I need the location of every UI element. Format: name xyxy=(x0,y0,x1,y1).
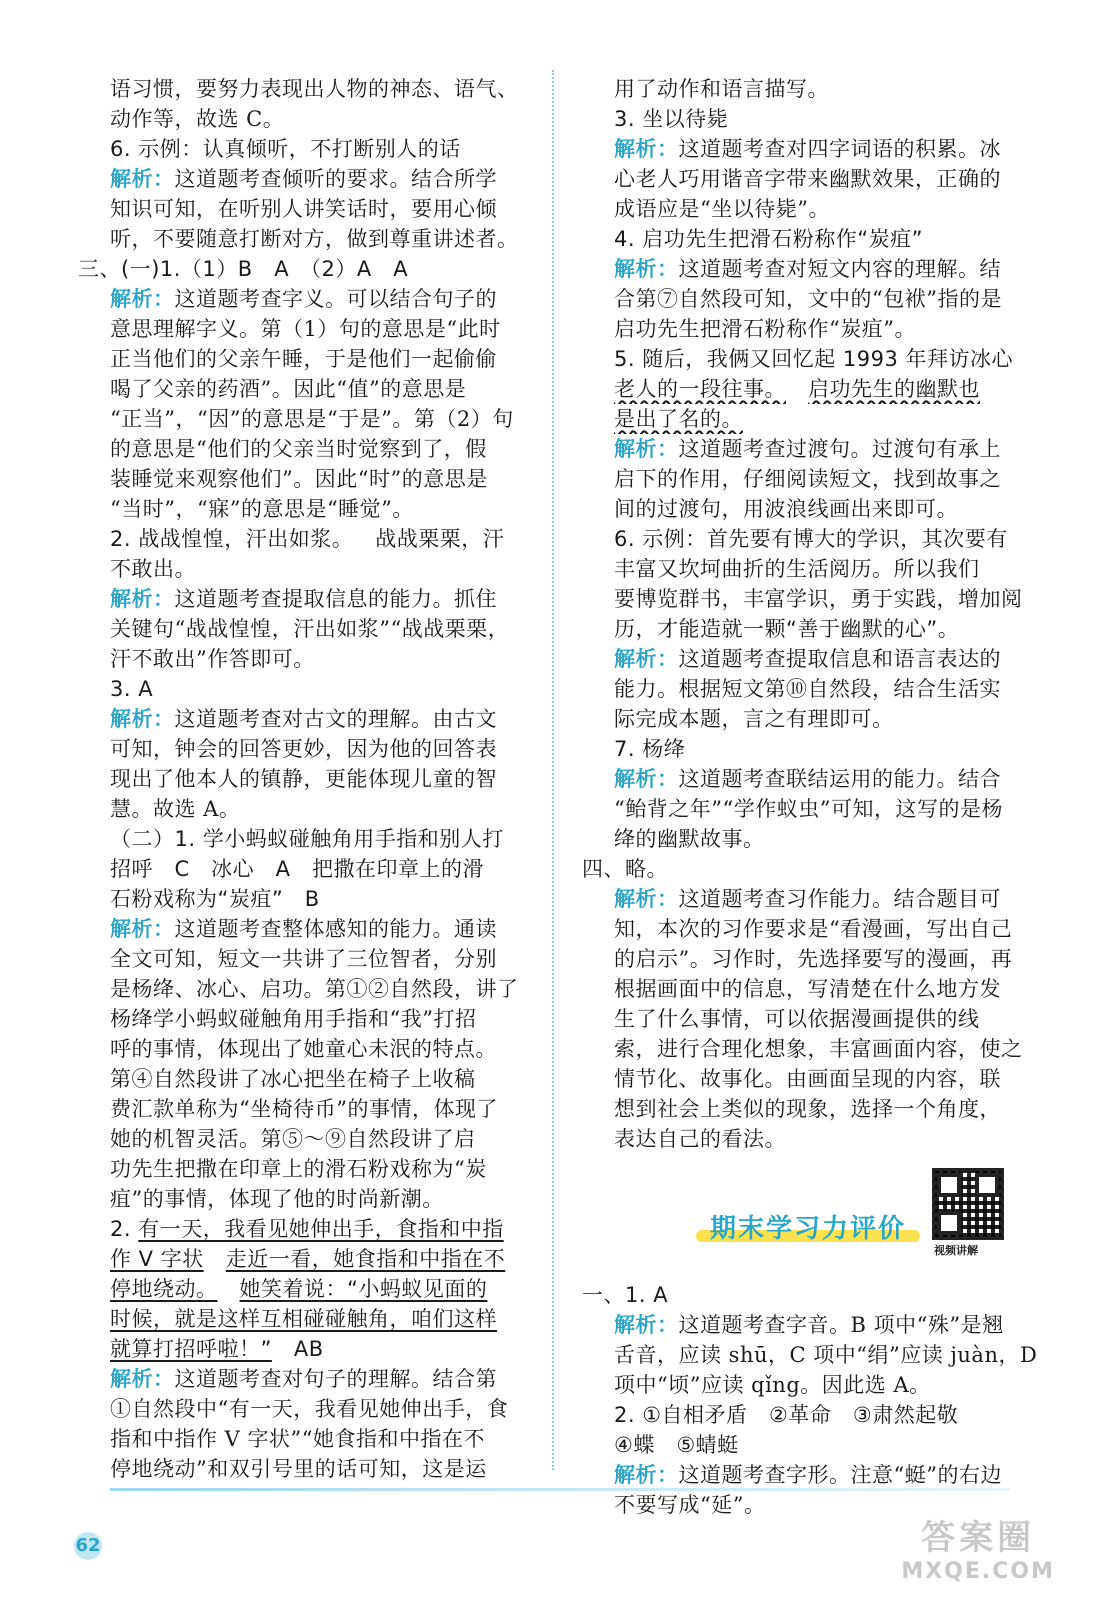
answer-line: 6. 示例：认真倾听，不打断别人的话 xyxy=(110,137,461,161)
answer-line: 6. 示例：首先要有博大的学识，其次要有 xyxy=(614,527,1008,551)
analysis-line: 解析：这道题考查提取信息和语言表达的 xyxy=(614,647,1001,671)
answer-line: 石粉戏称为“炭疽” B xyxy=(110,887,320,911)
underlined-answer: 停地绕动。 xyxy=(110,1277,218,1301)
underlined-answer: 作 V 字状 xyxy=(110,1247,204,1271)
text-line: “当时”，“寐”的意思是“睡觉”。 xyxy=(110,497,414,521)
underlined-answer: 走近一看，她食指和中指在不 xyxy=(225,1247,506,1271)
analysis-tag: 解析： xyxy=(614,137,679,161)
analysis-line: 解析：这道题考查习作能力。结合题目可 xyxy=(614,887,1001,911)
text-line: 正当他们的父亲午睡，于是他们一起偷偷 xyxy=(110,347,497,371)
text-line: 心老人巧用谐音字带来幽默效果，正确的 xyxy=(614,167,1001,191)
text-line: 想到社会上类似的现象，选择一个角度， xyxy=(614,1097,1001,1121)
text-line: 动作等，故选 C。 xyxy=(110,107,285,131)
text-line: 绛的幽默故事。 xyxy=(614,827,765,851)
underlined-answer: 她笑着说：“小蚂蚁见面的 xyxy=(239,1277,488,1301)
text-line: 间的过渡句，用波浪线画出来即可。 xyxy=(614,497,958,521)
text-line: “正当”，“因”的意思是“于是”。第（2）句 xyxy=(110,407,514,431)
text-line: 的意思是“他们的父亲当时觉察到了，假 xyxy=(110,437,487,461)
analysis-line: 解析：这道题考查倾听的要求。结合所学 xyxy=(110,167,497,191)
answer-line xyxy=(614,374,1038,404)
text-line: 的启示”。习作时，先选择要写的漫画，再 xyxy=(614,947,1013,971)
answer-line: 招呼 C 冰心 A 把撒在印章上的滑 xyxy=(110,857,485,881)
page-number: 62 xyxy=(74,1532,102,1560)
answer-line: 4. 启功先生把滑石粉称作“炭疽” xyxy=(614,227,923,251)
answer-line: 丰富又坎坷曲折的生活阅历。所以我们 xyxy=(614,557,980,581)
answer-line xyxy=(614,404,1038,434)
page-number-badge xyxy=(70,1532,106,1560)
analysis-tag: 解析： xyxy=(614,767,679,791)
text-line: 现出了他本人的镇静，更能体现儿童的智 xyxy=(110,767,497,791)
analysis-tag: 解析： xyxy=(110,587,175,611)
text-line: 根据画面中的信息，写清楚在什么地方发 xyxy=(614,977,1001,1001)
analysis-line: 解析：这道题考查字义。可以结合句子的 xyxy=(110,287,497,311)
analysis-tag: 解析： xyxy=(614,1313,679,1337)
answer-line: 3. A xyxy=(110,677,154,701)
text-line: 情节化、故事化。由画面呈现的内容，联 xyxy=(614,1067,1001,1091)
answer-line: （二）1. 学小蚂蚁碰触角用手指和别人打 xyxy=(110,827,504,851)
analysis-line: 解析：这道题考查字音。B 项中“殊”是翘 xyxy=(614,1313,1004,1337)
answer-line: 就算打招呼啦！” AB xyxy=(110,1337,324,1361)
text-line: 第④自然段讲了冰心把坐在椅子上收稿 xyxy=(110,1067,476,1091)
analysis-line: 解析：这道题考查对短文内容的理解。结 xyxy=(614,257,1001,281)
section-heading: 四、略。 xyxy=(582,857,668,881)
analysis-line: 解析：这道题考查字形。注意“蜓”的右边 xyxy=(614,1463,1002,1487)
text-line: 是杨绛、冰心、启功。第①②自然段，讲了 xyxy=(110,977,519,1001)
analysis-tag: 解析： xyxy=(110,287,175,311)
section-banner xyxy=(614,1160,1038,1280)
section-heading: 三、(一)1.（1）B A （2）A A xyxy=(78,257,409,281)
text-line: 生了什么事情，可以依据漫画提供的线 xyxy=(614,1007,980,1031)
answer-line xyxy=(110,1274,530,1304)
analysis-tag: 解析： xyxy=(110,1367,175,1391)
answer-line: 5. 随后，我俩又回忆起 1993 年拜访冰心 xyxy=(614,347,1014,371)
text-line: 表达自己的看法。 xyxy=(614,1127,786,1151)
text-line: 项中“顷”应读 qǐng。因此选 A。 xyxy=(614,1373,931,1397)
wavy-underlined-answer: 老人的一段往事。 xyxy=(614,377,786,401)
analysis-line: 解析：这道题考查联结运用的能力。结合 xyxy=(614,767,1001,791)
text-line: 喝了父亲的药酒”。因此“值”的意思是 xyxy=(110,377,467,401)
qr-label: 视频讲解 xyxy=(934,1244,978,1257)
analysis-tag: 解析： xyxy=(110,917,175,941)
answer-line: 不敢出。 xyxy=(110,557,196,581)
text-line: 能力。根据短文第⑩自然段，结合生活实 xyxy=(614,677,1001,701)
footer-bar xyxy=(110,1488,1010,1491)
answer-line: ④蝶 ⑤蜻蜓 xyxy=(614,1433,739,1457)
underlined-answer: 时候，就是这样互相碰碰触角，咱们这样 xyxy=(110,1307,497,1331)
text-line: 汗不敢出”作答即可。 xyxy=(110,647,315,671)
banner-title: 期末学习力评价 xyxy=(710,1208,906,1245)
text-line: 慧。故选 A。 xyxy=(110,797,241,821)
text-line: 听，不要随意打断对方，做到尊重讲述者。 xyxy=(110,227,519,251)
analysis-line: 解析：这道题考查对句子的理解。结合第 xyxy=(110,1367,497,1391)
section-heading: 一、1. A xyxy=(582,1283,669,1307)
answer-line xyxy=(110,1244,530,1274)
analysis-tag: 解析： xyxy=(110,167,175,191)
analysis-line: 解析：这道题考查提取信息的能力。抓住 xyxy=(110,587,497,611)
text-line: 停地绕动”和双引号里的话可知，这是运 xyxy=(110,1457,487,1481)
answer-line xyxy=(110,1304,530,1334)
text-line: 不要写成“延”。 xyxy=(614,1493,766,1517)
analysis-tag: 解析： xyxy=(614,257,679,281)
analysis-tag: 解析： xyxy=(614,647,679,671)
analysis-tag: 解析： xyxy=(614,887,679,911)
text-line: 杨绛学小蚂蚁碰触角用手指和“我”打招 xyxy=(110,1007,477,1031)
qr-code-icon[interactable] xyxy=(932,1168,1004,1240)
underlined-answer: 有一天，我看见她伸出手，食指和中指 xyxy=(138,1217,504,1241)
answer-line: 要博览群书，丰富学识，勇于实践，增加阅 xyxy=(614,587,1023,611)
text-line: 成语应是“坐以待毙”。 xyxy=(614,197,830,221)
text-line: 指和中指作 V 字状”“她食指和中指在不 xyxy=(110,1427,485,1451)
text-line: 她的机智灵活。第⑤～⑨自然段讲了启 xyxy=(110,1127,476,1151)
text-line: 全文可知，短文一共讲了三位智者，分别 xyxy=(110,947,497,971)
text-line: 可知，钟会的回答更妙，因为他的回答表 xyxy=(110,737,497,761)
watermark xyxy=(901,1510,1055,1584)
text-line: 知识可知，在听别人讲笑话时，要用心倾 xyxy=(110,197,497,221)
wavy-underlined-answer: 是出了名的。 xyxy=(614,407,743,431)
text-line: “鲐背之年”“学作蚁虫”可知，这写的是杨 xyxy=(614,797,1003,821)
text-line: 用了动作和语言描写。 xyxy=(614,77,829,101)
text-line: 合第⑦自然段可知，文中的“包袱”指的是 xyxy=(614,287,1002,311)
text-line: 关键句“战战惶惶，汗出如浆”“战战栗栗， xyxy=(110,617,510,641)
analysis-line: 解析：这道题考查对古文的理解。由古文 xyxy=(110,707,497,731)
analysis-tag: 解析： xyxy=(614,437,679,461)
text-line: 意思理解字义。第（1）句的意思是“此时 xyxy=(110,317,501,341)
text-line: 启功先生把滑石粉称作“炭疽”。 xyxy=(614,317,916,341)
answer-line: 2. 战战惶惶，汗出如浆。 战战栗栗，汗 xyxy=(110,527,505,551)
watermark-text: 答案圈 xyxy=(921,1518,1036,1558)
text-line: 索，进行合理化想象，丰富画面内容，使之 xyxy=(614,1037,1023,1061)
underlined-answer: 就算打招呼啦！” xyxy=(110,1337,272,1361)
answer-line: 7. 杨绛 xyxy=(614,737,686,761)
text-line: 装睡觉来观察他们”。因此“时”的意思是 xyxy=(110,467,488,491)
text-line: 语习惯，要努力表现出人物的神态、语气、 xyxy=(110,77,519,101)
text-line: 际完成本题，言之有理即可。 xyxy=(614,707,894,731)
answer-line: 历，才能造就一颗“善于幽默的心”。 xyxy=(614,617,960,641)
right-column xyxy=(582,74,1038,1520)
text-line: 费汇款单称为“坐椅待币”的事情，体现了 xyxy=(110,1097,498,1121)
analysis-line: 解析：这道题考查过渡句。过渡句有承上 xyxy=(614,437,1001,461)
text-line: 启下的作用，仔细阅读短文，找到故事之 xyxy=(614,467,1001,491)
text-line: 功先生把撒在印章上的滑石粉戏称为“炭 xyxy=(110,1157,487,1181)
analysis-tag: 解析： xyxy=(110,707,175,731)
answer-line: 3. 坐以待毙 xyxy=(614,107,729,131)
analysis-tag: 解析： xyxy=(614,1463,679,1487)
text-line: ①自然段中“有一天，我看见她伸出手，食 xyxy=(110,1397,509,1421)
left-column xyxy=(78,74,530,1484)
text-line: 疽”的事情，体现了他的时尚新潮。 xyxy=(110,1187,444,1211)
text-line: 知，本次的习作要求是“看漫画，写出自己 xyxy=(614,917,1013,941)
wavy-underlined-answer: 启功先生的幽默也 xyxy=(808,377,980,401)
column-divider xyxy=(552,70,554,1470)
answer-line: 2. 有一天，我看见她伸出手，食指和中指 xyxy=(110,1217,504,1241)
answer-line: 2. ①自相矛盾 ②革命 ③肃然起敬 xyxy=(614,1403,959,1427)
watermark-domain: MXQE.COM xyxy=(901,1559,1055,1584)
analysis-line: 解析：这道题考查对四字词语的积累。冰 xyxy=(614,137,1001,161)
text-line: 舌音，应读 shū，C 项中“绢”应读 juàn，D xyxy=(614,1343,1038,1367)
text-line: 呼的事情，体现出了她童心未泯的特点。 xyxy=(110,1037,497,1061)
analysis-line: 解析：这道题考查整体感知的能力。通读 xyxy=(110,917,497,941)
